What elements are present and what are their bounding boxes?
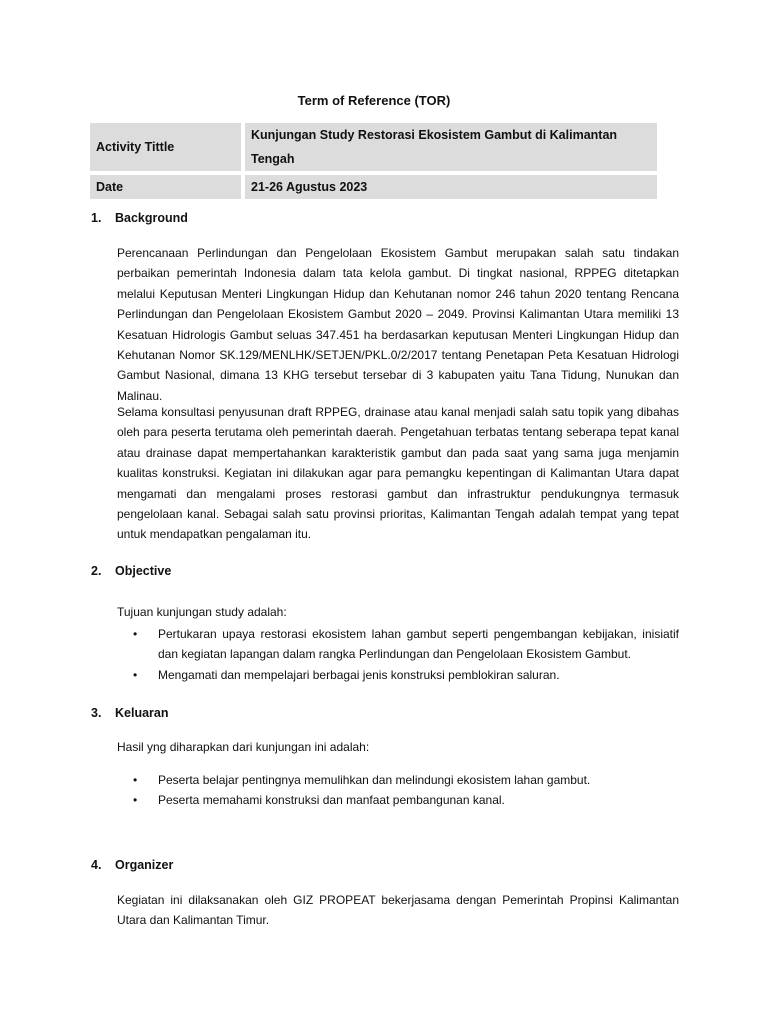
activity-title-label: Activity Tittle [90, 123, 245, 171]
section-number: 1. [91, 211, 102, 225]
date-value: 21-26 Agustus 2023 [245, 175, 657, 199]
info-table [90, 119, 657, 203]
organizer-heading [91, 858, 681, 872]
objective-list [117, 624, 679, 685]
section-number: 3. [91, 706, 102, 720]
section-number: 4. [91, 858, 102, 872]
section-title: Background [115, 211, 188, 225]
organizer-paragraph: Kegiatan ini dilaksanakan oleh GIZ PROPEAT bekerjasama dengan Pemerintah Propinsi Kalimantan Utara dan Kalimantan Timur. [117, 893, 679, 928]
keluaran-intro: Hasil yng diharapkan dari kunjungan ini adalah: [117, 740, 370, 754]
list-item-text: Mengamati dan mempelajari berbagai jenis konstruksi pemblokiran saluran. [158, 667, 560, 682]
bullet-icon: • [133, 773, 138, 787]
date-label: Date [90, 175, 245, 199]
table-row [90, 175, 657, 199]
list-item [117, 624, 679, 665]
background-heading [91, 211, 681, 225]
section-title: Keluaran [115, 706, 169, 720]
section-number: 2. [91, 564, 102, 578]
objective-intro: Tujuan kunjungan study adalah: [117, 605, 287, 619]
objective-heading [91, 564, 681, 578]
background-paragraph-1: Perencanaan Perlindungan dan Pengelolaan Ekosistem Gambut merupakan salah satu tindakan perbaikan pemerintah Indonesia dalam tata kelola gambut. Di tingkat nasional, RPPEG ditetapkan melalui Keputusan Menteri Lingkungan Hidup dan Kehutanan nomor 246 tahun 2020 tentang Rencana Perlindungan dan Pengelolaan Ekosistem Gambut 2020 – 2049. Provinsi Kalimantan Utara memiliki 13 Kesatuan Hidrologis Gambut seluas 347.451 ha berdasarkan keputusan Menteri Lingkungan Hidup dan Kehutanan Nomor SK.129/MENLHK/SETJEN/PKL.0/2/2017 tentang Penetapan Peta Kesatuan Hidrologi Gambut Nasional, dimana 13 KHG tersebut tersebar di 3 kabupaten yaitu Tana Tidung, Nunukan dan Malinau. [117, 246, 679, 403]
list-item-text: Peserta belajar pentingnya memulihkan dan melindungi ekosistem lahan gambut. [158, 773, 591, 787]
table-row [90, 123, 657, 171]
section-title: Organizer [115, 858, 174, 872]
keluaran-heading [91, 706, 681, 720]
bullet-icon: • [133, 667, 138, 682]
bullet-icon: • [133, 627, 138, 641]
list-item [117, 770, 679, 790]
keluaran-list [117, 770, 679, 811]
list-item [117, 665, 679, 685]
list-item [117, 790, 679, 810]
activity-title-value: Kunjungan Study Restorasi Ekosistem Gambut di Kalimantan Tengah [245, 123, 657, 171]
list-item-text: Peserta memahami konstruksi dan manfaat pembangunan kanal. [158, 793, 505, 808]
list-item-text: Pertukaran upaya restorasi ekosistem lahan gambut seperti pengembangan kebijakan, inisiatif dan kegiatan lapangan dalam rangka Perlindungan dan Pengelolaan Ekosistem Gambut. [158, 627, 679, 662]
section-title: Objective [115, 564, 172, 578]
document-title: Term of Reference (TOR) [297, 93, 451, 108]
bullet-icon: • [133, 793, 138, 808]
background-paragraph-2: Selama konsultasi penyusunan draft RPPEG, drainase atau kanal menjadi salah satu topik yang dibahas oleh para peserta terutama oleh pemerintah daerah. Pengetahuan terbatas tentang seberapa tepat kanal atau drainase dapat mempertahankan karakteristik gambut dan pada saat yang sama juga menjamin kualitas konstruksi. Kegiatan ini dilakukan agar para pemangku kepentingan di Kalimantan Utara dapat mengamati dan mengalami proses restorasi gambut dan infrastruktur pendukungnya termasuk pengelolaan kanal. Sebagai salah satu provinsi prioritas, Kalimantan Tengah adalah tempat yang tepat untuk mendapatkan pengalaman itu. [117, 405, 679, 542]
